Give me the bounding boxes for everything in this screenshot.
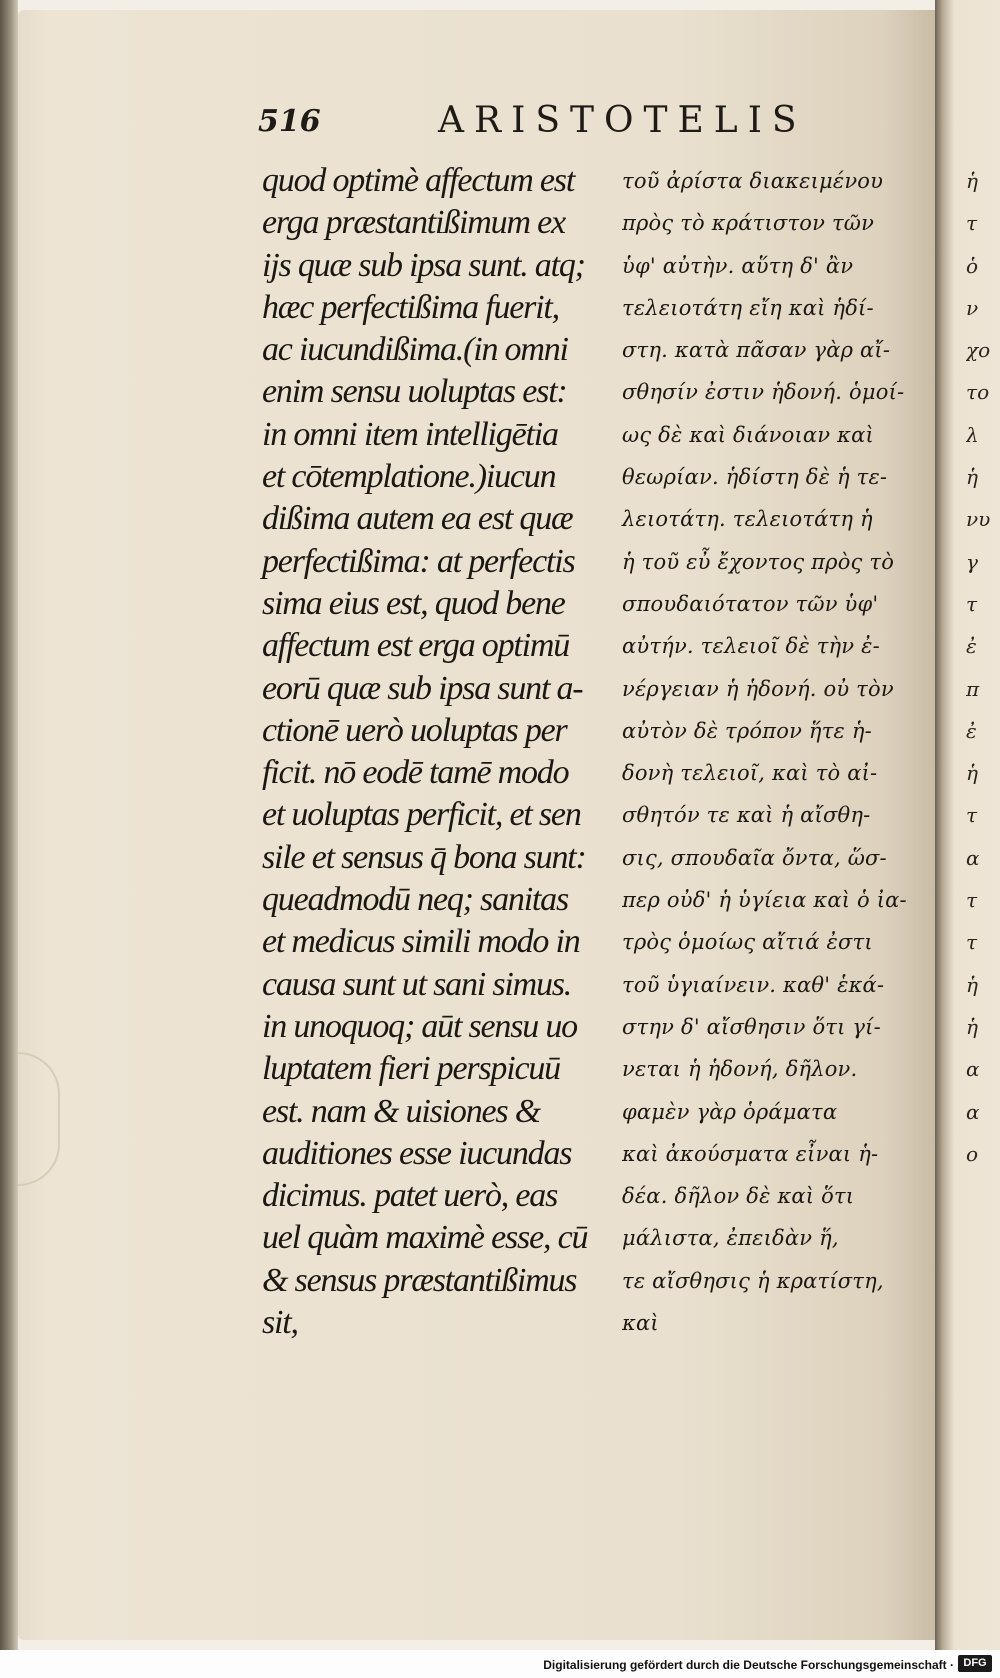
latin-text-line: quod optimè affectum est [262, 162, 575, 199]
greek-text-line: αὐτήν. τελειοῖ δὲ τὴν ἐ- [622, 634, 880, 659]
margin-text-line: ο [966, 1141, 979, 1166]
greek-text-line: ὑφ' αὐτὴν. αὕτη δ' ἂν [622, 253, 854, 278]
greek-text-line: καὶ [622, 1311, 659, 1336]
greek-text-line: σις, σπουδαῖα ὄντα, ὥσ- [622, 845, 887, 870]
latin-text-column [262, 160, 618, 1344]
latin-text-line: sit, [262, 1304, 298, 1342]
greek-text-line: ως δὲ καὶ διάνοιαν καὶ [622, 422, 874, 447]
margin-text-line: λ [966, 422, 979, 447]
latin-text-line: et uoluptas perficit, et sen [262, 796, 581, 834]
greek-text-line: καὶ ἀκούσματα εἶναι ἡ- [622, 1141, 879, 1166]
margin-text-line: τ [966, 211, 978, 236]
latin-text-line: hæc perfectißima fuerit, [262, 288, 559, 326]
latin-text-line: in unoquoq; aūt sensu uo [262, 1007, 577, 1045]
latin-text-line: uel quàm maximè esse, cū [262, 1219, 588, 1257]
margin-text-line: τ [966, 888, 978, 913]
dfg-logo: DFG [958, 1655, 992, 1672]
latin-text-line: et medicus simili modo in [262, 923, 580, 961]
margin-text-line: π [966, 676, 980, 701]
latin-text-line: luptatem fieri perspicuū [262, 1050, 560, 1088]
greek-text-line: νεται ἡ ἡδονή, δῆλον. [622, 1057, 858, 1082]
margin-text-line: ἐ [966, 634, 977, 659]
latin-text-line: et cōtemplatione.)iucun [262, 458, 556, 496]
margin-text-line: γ [966, 549, 978, 574]
greek-text-line: αὐτὸν δὲ τρόπον ἥτε ἡ- [622, 718, 872, 743]
greek-text-line: θεωρίαν. ἡδίστη δὲ ἡ τε- [622, 465, 888, 490]
greek-text-column [622, 160, 938, 1344]
latin-text-line: ijs quæ sub ipsa sunt. atq; [262, 246, 585, 284]
facing-page-margin-text [966, 160, 1000, 1175]
latin-text-line: sile et sensus q̄ bona sunt: [262, 838, 586, 876]
greek-text-line: φαμὲν γὰρ ὁράματα [622, 1099, 838, 1124]
latin-text-line: erga præstantißimum ex [262, 204, 565, 242]
latin-text-line: causa sunt ut sani simus. [262, 965, 572, 1003]
greek-text-line: μάλιστα, ἐπειδὰν ἥ, [622, 1226, 839, 1251]
margin-text-line: το [966, 380, 990, 405]
latin-text-line: in omni item intelligētia [262, 415, 558, 453]
margin-text-line: α [966, 845, 980, 870]
book-edge-left [0, 0, 18, 1650]
margin-text-line: τ [966, 803, 978, 828]
greek-text-line: τοῦ ὑγιαίνειν. καθ' ἑκά- [622, 972, 885, 997]
greek-text-line: τρὸς ὁμοίως αἴτιά ἐστι [622, 930, 873, 955]
latin-text-line: auditiones esse iucundas [262, 1134, 572, 1172]
latin-text-line: ctionē uerò uoluptas per [262, 711, 567, 749]
margin-text-line: τ [966, 591, 978, 616]
greek-text-line: τοῦ ἀρίστα διακειμένου [622, 169, 884, 193]
latin-text-line: sima eius est, quod bene [262, 584, 565, 622]
funding-credit: Digitalisierung gefördert durch die Deutsche Forschungsgemeinschaft · [543, 1658, 954, 1672]
greek-text-line: σπουδαιότατον τῶν ὑφ' [622, 591, 879, 616]
greek-text-line: δονὴ τελειοῖ, καὶ τὸ αἰ- [622, 761, 878, 786]
greek-text-line: νέργειαν ἡ ἡδονή. οὐ τὸν [622, 676, 894, 701]
margin-text-line: ἐ [966, 718, 977, 743]
margin-text-line: ἡ [966, 465, 978, 490]
margin-text-line: ν [966, 295, 979, 320]
margin-text-line: ἡ [966, 972, 978, 997]
latin-text-line: ficit. nō eodē tamē modo [262, 754, 569, 792]
latin-text-line: ac iucundißima.(in omni [262, 331, 568, 369]
greek-text-line: σθητόν τε καὶ ἡ αἴσθη- [622, 803, 871, 828]
margin-text-line: ἡ [966, 761, 978, 786]
latin-text-line: dicimus. patet uerò, eas [262, 1177, 558, 1215]
margin-text-line: νυ [966, 507, 991, 532]
page-number: 516 [258, 104, 321, 139]
greek-text-line: σθησίν ἐστιν ἡδονή. ὁμοί- [622, 380, 905, 405]
greek-text-line: τε αἴσθησις ἡ κρατίστη, [622, 1268, 884, 1293]
footer-bar [0, 1650, 1000, 1678]
latin-text-line: & sensus præstantißimus [262, 1261, 577, 1299]
latin-text-line: perfectißima: at perfectis [262, 542, 575, 580]
greek-text-line: περ οὐδ' ἡ ὑγίεια καὶ ὁ ἰα- [622, 888, 907, 913]
running-header [258, 100, 807, 148]
latin-text-line: dißima autem ea est quæ [262, 500, 573, 538]
margin-text-line: τ [966, 930, 978, 955]
margin-text-line: α [966, 1057, 980, 1082]
greek-text-line: στη. κατὰ πᾶσαν γὰρ αἴ- [622, 338, 891, 363]
latin-text-line: est. nam & uisiones & [262, 1092, 540, 1130]
margin-text-line: ἡ [966, 1014, 978, 1039]
greek-text-line: λειοτάτη. τελειοτάτη ἡ [622, 507, 873, 532]
greek-text-line: τελειοτάτη εἴη καὶ ἡδί- [622, 295, 874, 320]
latin-text-line: enim sensu uoluptas est: [262, 373, 567, 411]
latin-text-line: queadmodū neq; sanitas [262, 881, 569, 919]
latin-text-line: affectum est erga optimū [262, 627, 570, 665]
page-tab-mark [18, 1052, 60, 1186]
running-title: ARISTOTELIS [438, 100, 807, 141]
latin-text-line: eorū quæ sub ipsa sunt a- [262, 669, 583, 707]
margin-text-line: ὁ [966, 253, 979, 278]
margin-text-line: ἡ [966, 169, 978, 193]
greek-text-line: δέα. δῆλον δὲ καὶ ὅτι [622, 1184, 855, 1209]
margin-text-line: α [966, 1099, 980, 1124]
greek-text-line: στην δ' αἴσθησιν ὅτι γί- [622, 1014, 881, 1039]
margin-text-line: χο [966, 338, 991, 363]
greek-text-line: ἡ τοῦ εὖ ἔχοντος πρὸς τὸ [622, 549, 895, 574]
greek-text-line: πρὸς τὸ κράτιστον τῶν [622, 211, 875, 236]
